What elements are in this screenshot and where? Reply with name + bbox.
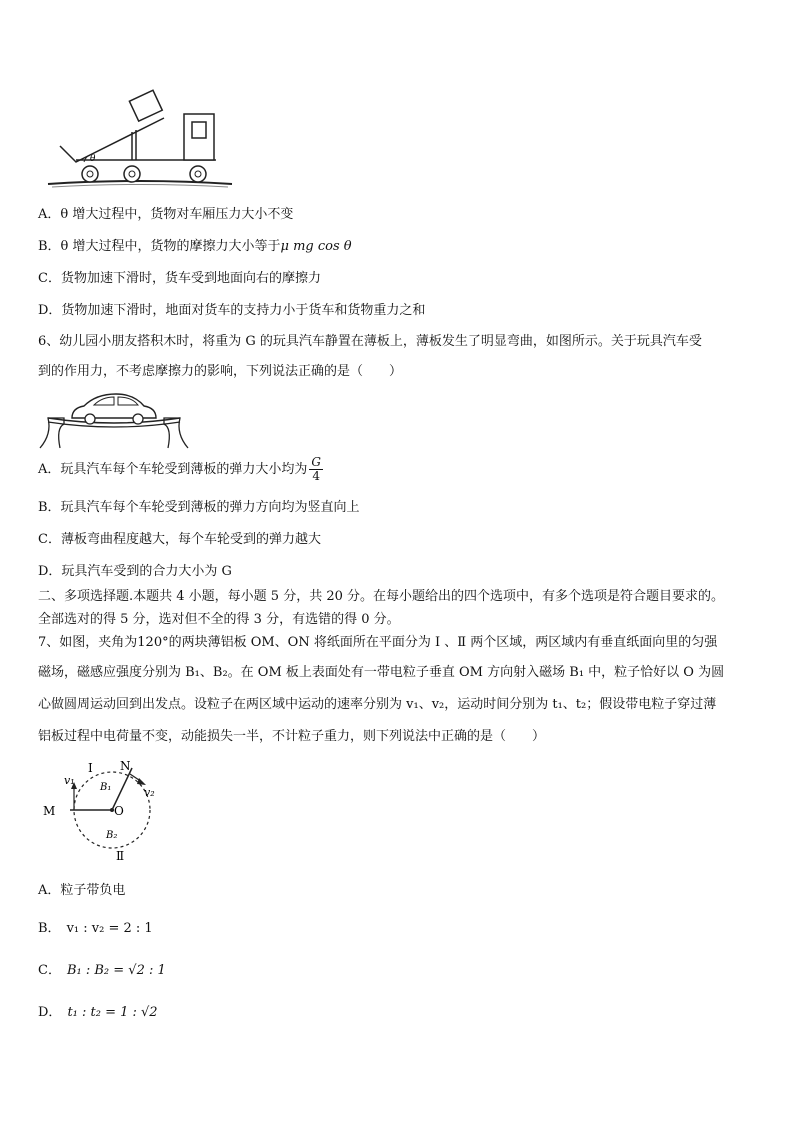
q6-option-a: A．玩具汽车每个车轮受到薄板的弹力大小均为 $\frac{G}{4}$ (38, 455, 321, 483)
q7-option-d-math: t₁ : t₂ = 1 : √2 (67, 1005, 158, 1020)
v1-label: v₁ (64, 774, 75, 787)
q7-option-c: C． B₁ : B₂ = √2 : 1 (38, 963, 166, 978)
q5-option-b-math: μ mg cos θ (280, 239, 352, 254)
q7-option-a: A．粒子带负电 (38, 883, 126, 898)
truck-figure (46, 88, 236, 190)
section2-line1: 二、多项选择题.本题共 4 小题，每小题 5 分，共 20 分。在每小题给出的四个选项中，有多个选项是符合题目要求的。 (38, 589, 725, 604)
q5-option-b: B．θ 增大过程中，货物的摩擦力大小等于μ mg cos θ (38, 239, 352, 254)
q7-stem-line1: 7、如图，夹角为120°的两块薄铝板 OM、ON 将纸面所在平面分为 Ⅰ 、Ⅱ 两个区域，两区域内有垂直纸面向里的匀强 (38, 635, 718, 650)
q6-option-c: C．薄板弯曲程度越大，每个车轮受到的弹力越大 (38, 532, 321, 547)
n-label: N (120, 759, 131, 773)
q7-stem-line4: 铝板过程中电荷量不变，动能损失一半，不计粒子重力，则下列说法中正确的是（ ） (38, 729, 546, 744)
q6-option-d: D．玩具汽车受到的合力大小为 G (38, 564, 232, 579)
q5-option-a: A．θ 增大过程中，货物对车厢压力大小不变 (38, 207, 294, 222)
q6-stem-line1: 6、幼儿园小朋友搭积木时，将重为 G 的玩具汽车静置在薄板上，薄板发生了明显弯曲，如图所示。关于玩具汽车受 (38, 334, 702, 349)
o-label: O (114, 804, 124, 818)
q7-stem-line3: 心做圆周运动回到出发点。设粒子在两区域中运动的速率分别为 v₁、v₂，运动时间分别为 t₁、t₂；假设带电粒子穿过薄 (38, 697, 717, 712)
m-label: M (43, 804, 56, 818)
q6-option-b: B．玩具汽车每个车轮受到薄板的弹力方向均为竖直向上 (38, 500, 360, 515)
q6-stem-line2: 到的作用力，不考虑摩擦力的影响，下列说法正确的是（ ） (38, 364, 403, 379)
q5-option-d: D．货物加速下滑时，地面对货车的支持力小于货车和货物重力之和 (38, 303, 426, 318)
toy-car-figure (38, 388, 190, 450)
v2-label: v₂ (144, 786, 155, 799)
region-i-label: Ⅰ (88, 761, 93, 775)
region-ii-label: Ⅱ (116, 849, 125, 863)
q7-option-c-math: B₁ : B₂ = √2 : 1 (66, 963, 166, 978)
magnetic-field-figure (40, 756, 180, 866)
section2-line2: 全部选对的得 5 分，选对但不全的得 3 分，有选错的得 0 分。 (38, 612, 400, 627)
b2-label: B₂ (106, 830, 118, 841)
q7-stem-line2: 磁场，磁感应强度分别为 B₁、B₂。在 OM 板上表面处有一带电粒子垂直 OM 方向射入磁场 B₁ 中，粒子恰好以 O 为圆 (38, 665, 725, 680)
q5-option-c: C．货物加速下滑时，货车受到地面向右的摩擦力 (38, 271, 321, 286)
b1-label: B₁ (100, 782, 112, 793)
theta-label: θ (90, 154, 96, 164)
q7-option-b-math: v₁ : v₂ = 2 : 1 (66, 921, 153, 936)
q7-option-d: D． t₁ : t₂ = 1 : √2 (38, 1005, 158, 1020)
q7-option-b: B． v₁ : v₂ = 2 : 1 (38, 921, 153, 936)
fraction-g-over-4: $\frac{G}{4}$ (311, 455, 321, 483)
